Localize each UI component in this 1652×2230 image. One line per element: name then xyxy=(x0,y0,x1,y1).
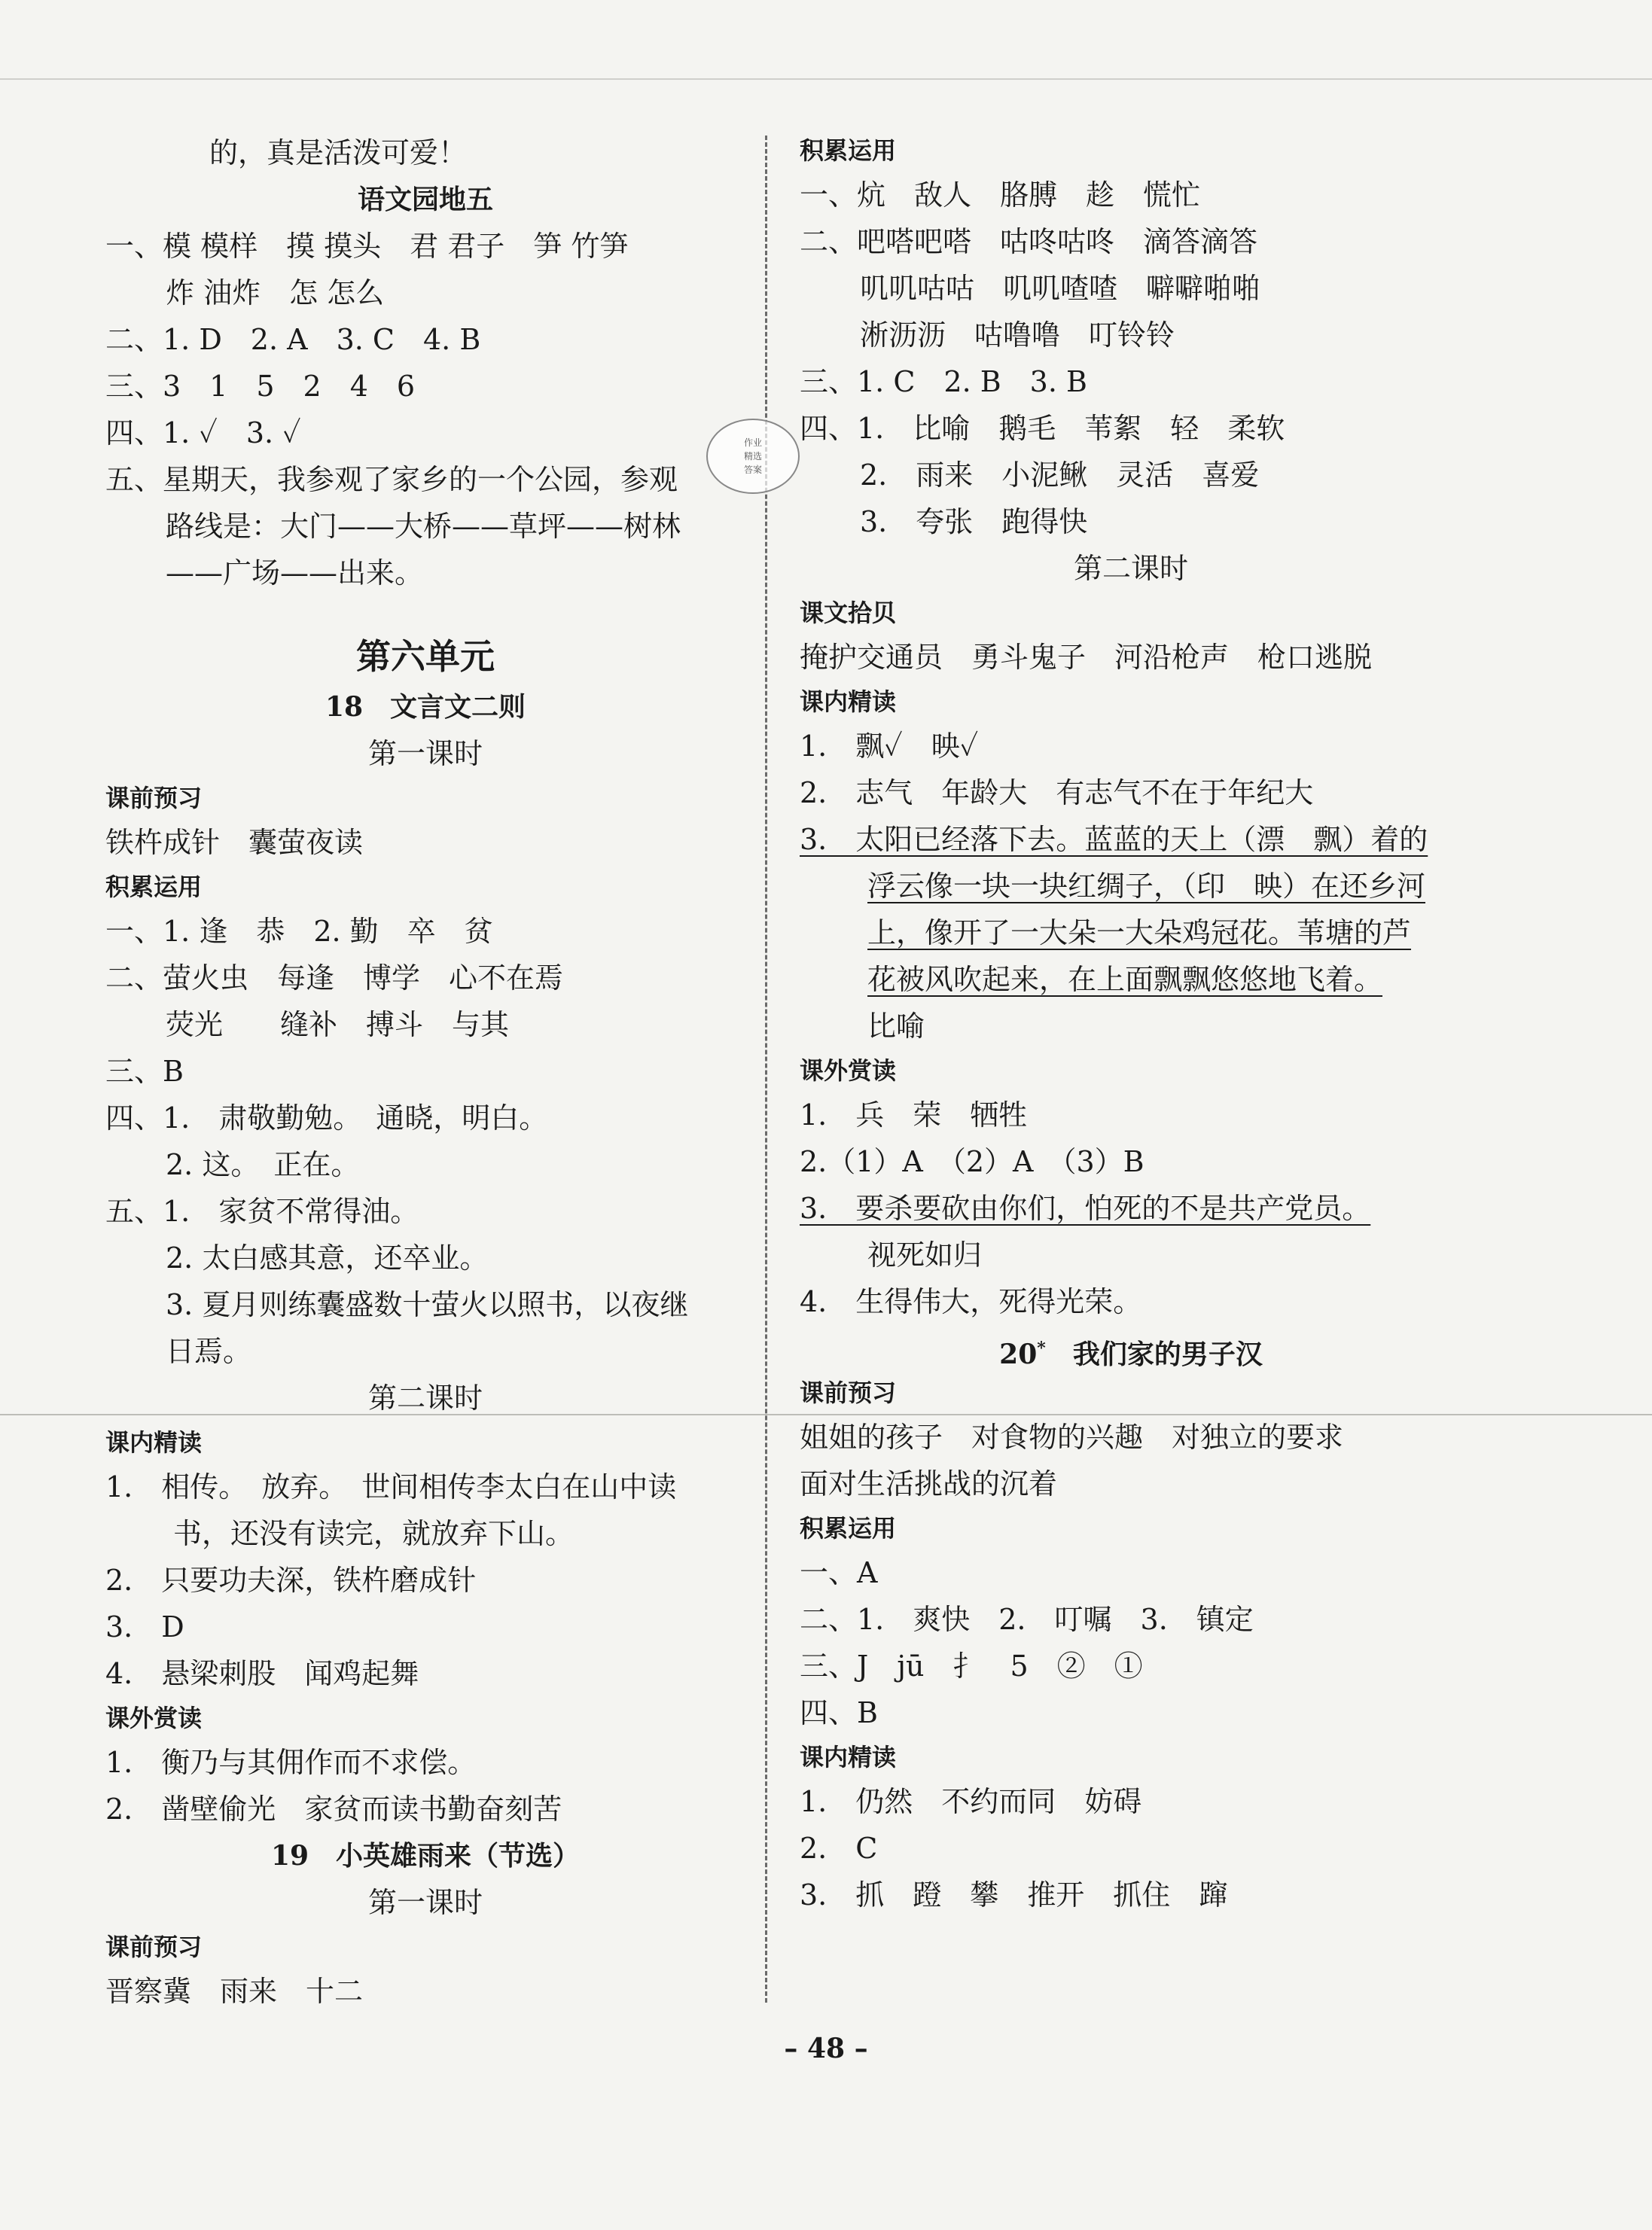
answer-line: 铁杵成针 囊萤夜读 xyxy=(105,826,364,859)
section-heading: 课外赏读 xyxy=(800,1056,897,1085)
answer-line: 二、1. D 2. A 3. C 4. B xyxy=(105,323,481,356)
top-rule xyxy=(0,78,1652,80)
lesson-title: 18 文言文二则 xyxy=(325,691,526,723)
answer-line: 花被风吹起来，在上面飘飘悠悠地飞着。 xyxy=(867,963,1383,996)
answer-line: 3. 要杀要砍由你们，怕死的不是共产党员。 xyxy=(800,1192,1371,1225)
answer-line: 上，像开了一大朵一大朵鸡冠花。苇塘的芦 xyxy=(867,916,1412,949)
answer-line: 四、B xyxy=(800,1696,878,1729)
answer-line: 一、1. 逢 恭 2. 勤 卒 贫 xyxy=(105,915,493,948)
answer-line: 2. 只要功夫深，铁杵磨成针 xyxy=(105,1564,477,1597)
answer-line: 视死如归 xyxy=(867,1238,983,1272)
section-heading: 课外赏读 xyxy=(105,1704,203,1732)
answer-line: 五、星期天，我参观了家乡的一个公园，参观 xyxy=(105,463,678,496)
answer-line: 1. 兵 荣 牺牲 xyxy=(800,1098,1028,1132)
answer-line: 3. D xyxy=(105,1610,184,1644)
period-title: 第一课时 xyxy=(367,737,483,770)
answer-line: 1. 飘✓ 映✓ xyxy=(800,730,979,763)
left-column xyxy=(105,129,745,2015)
section-heading: 课内精读 xyxy=(800,687,897,716)
period-title: 第二课时 xyxy=(1073,552,1188,585)
lesson-number: 20 xyxy=(999,1339,1038,1370)
section-heading: 积累运用 xyxy=(800,1514,897,1543)
lesson-name: 我们家的男子汉 xyxy=(1072,1339,1263,1370)
answer-line: 比喻 xyxy=(867,1010,925,1043)
answer-line: ——广场——出来。 xyxy=(166,556,424,589)
stamp-text-1: 作业 xyxy=(743,437,762,448)
answer-line: 1. 仍然 不约而同 妨碍 xyxy=(800,1785,1142,1818)
answer-line: 2. 这。 正在。 xyxy=(166,1148,360,1181)
answer-line: 姐姐的孩子 对食物的兴趣 对独立的要求 xyxy=(800,1421,1344,1454)
answer-line: 二、吧嗒吧嗒 咕咚咕咚 滴答滴答 xyxy=(800,225,1258,258)
answer-line: 3. 夏月则练囊盛数十萤火以照书，以夜继 xyxy=(166,1288,689,1321)
answer-line: 炸 油炸 怎 怎么 xyxy=(166,276,385,309)
answer-line: 一、A xyxy=(800,1556,878,1589)
answer-line: 4. 悬梁刺股 闻鸡起舞 xyxy=(105,1657,419,1690)
answer-line: 2. 凿壁偷光 家贫而读书勤奋刻苦 xyxy=(105,1793,562,1826)
lesson-title xyxy=(800,1325,1462,1372)
answer-line: 3. 太阳已经落下去。蓝蓝的天上（漂 飘）着的 xyxy=(800,823,1428,856)
answer-line: 书，还没有读完，就放弃下山。 xyxy=(173,1517,575,1550)
answer-line: 二、1. 爽快 2. 叮嘱 3. 镇定 xyxy=(800,1603,1254,1636)
answer-line: 3. 抓 蹬 攀 推开 抓住 蹿 xyxy=(800,1878,1228,1912)
section-heading: 课前预习 xyxy=(105,1933,203,1961)
unit-title: 第六单元 xyxy=(356,636,495,677)
section-heading: 积累运用 xyxy=(800,136,897,165)
answer-line: 1. 相传。 放弃。 世间相传李太白在山中读 xyxy=(105,1470,677,1503)
page-number: – 48 – xyxy=(784,2033,868,2064)
answer-line: 掩护交通员 勇斗鬼子 河沿枪声 枪口逃脱 xyxy=(800,641,1373,674)
answer-line: 1. 衡乃与其佣作而不求偿。 xyxy=(105,1746,477,1779)
answer-line: 三、B xyxy=(105,1055,184,1088)
answer-line: 二、萤火虫 每逢 博学 心不在焉 xyxy=(105,961,564,995)
answer-line: 荧光 缝补 搏斗 与其 xyxy=(166,1008,510,1041)
optional-star: * xyxy=(1037,1339,1046,1358)
period-title: 第一课时 xyxy=(367,1886,483,1919)
section-heading: 课前预习 xyxy=(105,784,203,812)
answer-line: 浮云像一块一块红绸子，（印 映）在还乡河 xyxy=(867,870,1426,903)
lesson-title: 19 小英雄雨来（节选） xyxy=(270,1840,581,1872)
answer-line: 日焉。 xyxy=(166,1335,252,1368)
column-divider xyxy=(765,136,767,2003)
answer-line: 一、炕 敌人 胳膊 趁 慌忙 xyxy=(800,178,1201,212)
period-title: 第二课时 xyxy=(367,1382,483,1415)
section-heading: 课前预习 xyxy=(800,1379,897,1407)
answer-line: 4. 生得伟大，死得光荣。 xyxy=(800,1285,1142,1318)
answer-line: 晋察冀 雨来 十二 xyxy=(105,1975,364,2008)
answer-line: 三、1. C 2. B 3. B xyxy=(800,365,1087,398)
section-heading: 课内精读 xyxy=(800,1743,897,1772)
answer-line: 2. 雨来 小泥鳅 灵活 喜爱 xyxy=(860,458,1260,492)
answer-line: 四、1. ✓ 3. ✓ xyxy=(105,416,301,449)
answer-line: 淅沥沥 咕噜噜 叮铃铃 xyxy=(860,318,1175,352)
section-heading: 课内精读 xyxy=(105,1428,203,1457)
answer-line: 3. 夸张 跑得快 xyxy=(860,505,1088,538)
answer-line: 一、模 模样 摸 摸头 君 君子 笋 竹笋 xyxy=(105,230,629,263)
answer-line: 三、J jū 扌 5 ② ① xyxy=(800,1650,1143,1683)
answer-line: 2.（1）A （2）A （3）B xyxy=(800,1145,1145,1178)
answer-line: 三、3 1 5 2 4 6 xyxy=(105,370,416,403)
section-heading: 积累运用 xyxy=(105,873,203,901)
answer-line: 四、1. 比喻 鹅毛 苇絮 轻 柔软 xyxy=(800,412,1285,445)
stamp-text-3: 答案 xyxy=(743,465,762,475)
section-title: 语文园地五 xyxy=(357,184,493,215)
answer-line: 五、1. 家贫不常得油。 xyxy=(105,1195,419,1228)
right-column xyxy=(800,129,1462,1918)
answer-line: 面对生活挑战的沉着 xyxy=(800,1467,1058,1500)
section-heading: 课文拾贝 xyxy=(800,599,897,627)
answer-line: 路线是：大门——大桥——草坪——树林 xyxy=(166,510,681,543)
answer-line: 的，真是活泼可爱！ xyxy=(209,136,468,169)
answer-line: 四、1. 肃敬勤勉。 通晓，明白。 xyxy=(105,1101,548,1135)
stamp-text-2: 精选 xyxy=(743,451,762,462)
answer-line: 2. 太白感其意，还卒业。 xyxy=(166,1241,489,1275)
answer-line: 叽叽咕咕 叽叽喳喳 噼噼啪啪 xyxy=(860,272,1261,305)
answer-line: 2. C xyxy=(800,1832,878,1865)
answer-line: 2. 志气 年龄大 有志气不在于年纪大 xyxy=(800,776,1314,809)
